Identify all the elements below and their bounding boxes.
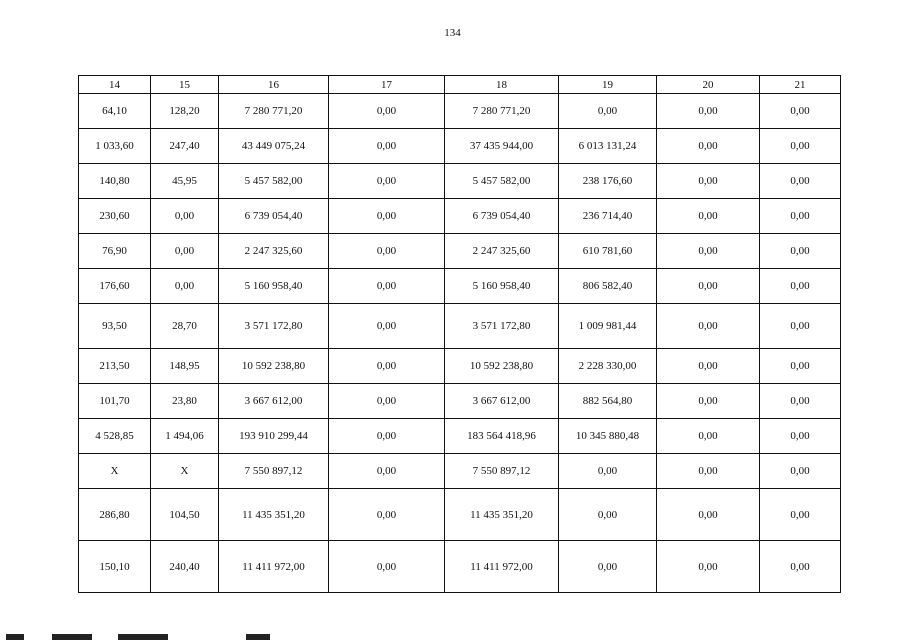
table-cell: 176,60 (79, 269, 151, 304)
table-cell: 183 564 418,96 (445, 419, 559, 454)
table-cell: 7 280 771,20 (445, 94, 559, 129)
table-cell: 0,00 (760, 541, 841, 593)
column-header: 16 (219, 76, 329, 94)
table-cell: 11 435 351,20 (219, 489, 329, 541)
table-row (79, 234, 841, 269)
table-cell: 0,00 (657, 384, 760, 419)
scan-mark (6, 634, 24, 640)
table-cell: 76,90 (79, 234, 151, 269)
table-cell: 6 739 054,40 (219, 199, 329, 234)
table-cell: 150,10 (79, 541, 151, 593)
table-cell: 3 571 172,80 (445, 304, 559, 349)
table-cell: 128,20 (151, 94, 219, 129)
table-cell: 6 013 131,24 (559, 129, 657, 164)
table-cell: 3 571 172,80 (219, 304, 329, 349)
table-cell: 0,00 (657, 164, 760, 199)
table-cell: 5 160 958,40 (445, 269, 559, 304)
table-cell: 0,00 (151, 199, 219, 234)
table-cell: 0,00 (760, 164, 841, 199)
table-row (79, 541, 841, 593)
column-header: 14 (79, 76, 151, 94)
column-header: 15 (151, 76, 219, 94)
table-cell: 286,80 (79, 489, 151, 541)
table-cell: 0,00 (760, 234, 841, 269)
table-row (79, 269, 841, 304)
table-cell: 45,95 (151, 164, 219, 199)
table-cell: 0,00 (329, 304, 445, 349)
table-row (79, 454, 841, 489)
table-cell: 238 176,60 (559, 164, 657, 199)
table-cell: 0,00 (559, 454, 657, 489)
table-cell: 0,00 (657, 304, 760, 349)
table-cell: 230,60 (79, 199, 151, 234)
table-cell: 148,95 (151, 349, 219, 384)
table-cell: 2 247 325,60 (219, 234, 329, 269)
table-cell: 0,00 (657, 234, 760, 269)
table-row (79, 384, 841, 419)
table-row (79, 199, 841, 234)
table-cell: 0,00 (760, 94, 841, 129)
table-cell: X (79, 454, 151, 489)
bottom-scan-marks (0, 634, 905, 640)
table-row (79, 129, 841, 164)
table-cell: 0,00 (760, 129, 841, 164)
table-cell: 240,40 (151, 541, 219, 593)
table-cell: 2 247 325,60 (445, 234, 559, 269)
table-cell: 4 528,85 (79, 419, 151, 454)
table-cell: 247,40 (151, 129, 219, 164)
table-cell: 0,00 (760, 304, 841, 349)
table-cell: 0,00 (559, 489, 657, 541)
table-row (79, 349, 841, 384)
table-cell: 0,00 (657, 129, 760, 164)
table-row (79, 419, 841, 454)
table-cell: 0,00 (760, 454, 841, 489)
table-cell: 0,00 (559, 541, 657, 593)
table-cell: 0,00 (329, 384, 445, 419)
table-cell: 7 280 771,20 (219, 94, 329, 129)
table-cell: 11 411 972,00 (219, 541, 329, 593)
table-row (79, 304, 841, 349)
table-cell: 0,00 (657, 454, 760, 489)
scan-mark (118, 634, 168, 640)
table-cell: 10 592 238,80 (219, 349, 329, 384)
table-cell: 0,00 (151, 234, 219, 269)
column-header: 17 (329, 76, 445, 94)
table-cell: 0,00 (329, 94, 445, 129)
table-cell: 0,00 (657, 94, 760, 129)
table-cell: 0,00 (329, 234, 445, 269)
table-cell: 0,00 (657, 269, 760, 304)
table-cell: 806 582,40 (559, 269, 657, 304)
table-cell: 28,70 (151, 304, 219, 349)
table-cell: 5 457 582,00 (445, 164, 559, 199)
page-number: 134 (444, 27, 461, 39)
table-cell: 64,10 (79, 94, 151, 129)
table-cell: 0,00 (329, 199, 445, 234)
table-cell: 882 564,80 (559, 384, 657, 419)
table-cell: 1 033,60 (79, 129, 151, 164)
table-cell: 0,00 (760, 199, 841, 234)
scan-mark (52, 634, 92, 640)
table-cell: 1 009 981,44 (559, 304, 657, 349)
table-cell: 93,50 (79, 304, 151, 349)
table-cell: 104,50 (151, 489, 219, 541)
column-header: 18 (445, 76, 559, 94)
table-cell: 213,50 (79, 349, 151, 384)
column-header: 21 (760, 76, 841, 94)
table-cell: 101,70 (79, 384, 151, 419)
table-cell: 0,00 (329, 541, 445, 593)
scan-mark (246, 634, 270, 640)
table-cell: 0,00 (151, 269, 219, 304)
table-cell: 0,00 (329, 164, 445, 199)
table-cell: 0,00 (657, 419, 760, 454)
table-cell: X (151, 454, 219, 489)
table-cell: 0,00 (329, 454, 445, 489)
table-cell: 0,00 (657, 199, 760, 234)
table-cell: 0,00 (329, 269, 445, 304)
table-cell: 6 739 054,40 (445, 199, 559, 234)
table-cell: 37 435 944,00 (445, 129, 559, 164)
table-row (79, 94, 841, 129)
table-cell: 10 592 238,80 (445, 349, 559, 384)
table-cell: 193 910 299,44 (219, 419, 329, 454)
table-cell: 0,00 (329, 419, 445, 454)
table-cell: 10 345 880,48 (559, 419, 657, 454)
column-header: 19 (559, 76, 657, 94)
table-row (79, 164, 841, 199)
header-row (79, 76, 841, 94)
table-cell: 3 667 612,00 (445, 384, 559, 419)
table-row (79, 489, 841, 541)
table-cell: 0,00 (760, 489, 841, 541)
data-table (78, 75, 841, 593)
table-cell: 0,00 (760, 269, 841, 304)
table-cell: 0,00 (760, 349, 841, 384)
table-cell: 5 160 958,40 (219, 269, 329, 304)
table-cell: 43 449 075,24 (219, 129, 329, 164)
table-cell: 0,00 (329, 349, 445, 384)
table-cell: 11 435 351,20 (445, 489, 559, 541)
table-cell: 5 457 582,00 (219, 164, 329, 199)
table-cell: 23,80 (151, 384, 219, 419)
table-cell: 7 550 897,12 (219, 454, 329, 489)
table-cell: 140,80 (79, 164, 151, 199)
table-cell: 0,00 (657, 541, 760, 593)
table-cell: 3 667 612,00 (219, 384, 329, 419)
table-cell: 0,00 (559, 94, 657, 129)
table-cell: 236 714,40 (559, 199, 657, 234)
table-cell: 610 781,60 (559, 234, 657, 269)
table-cell: 0,00 (657, 489, 760, 541)
table-cell: 0,00 (329, 489, 445, 541)
table-cell: 11 411 972,00 (445, 541, 559, 593)
column-header: 20 (657, 76, 760, 94)
table-cell: 1 494,06 (151, 419, 219, 454)
table-cell: 2 228 330,00 (559, 349, 657, 384)
table-cell: 7 550 897,12 (445, 454, 559, 489)
table-cell: 0,00 (760, 384, 841, 419)
table-cell: 0,00 (329, 129, 445, 164)
table-cell: 0,00 (657, 349, 760, 384)
table-cell: 0,00 (760, 419, 841, 454)
